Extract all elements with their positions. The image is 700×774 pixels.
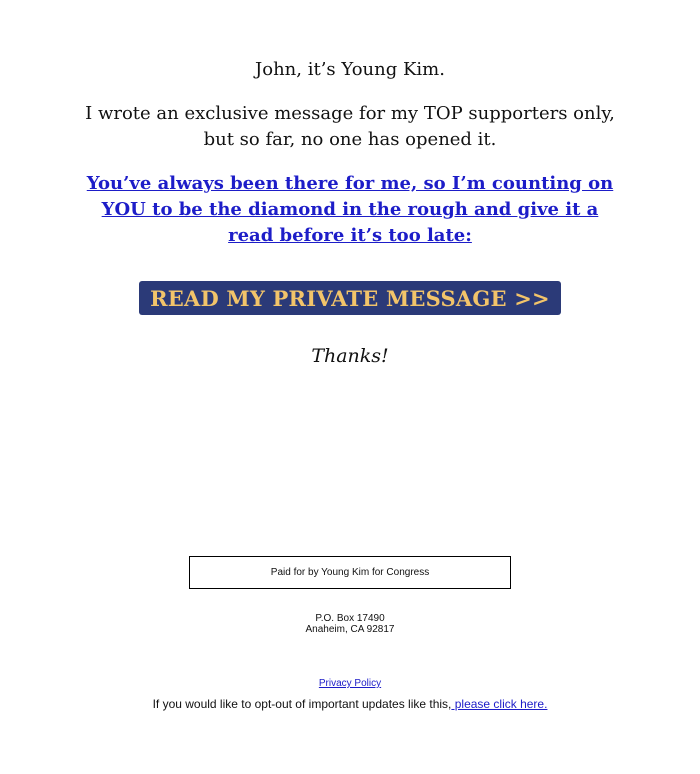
paid-for-disclaimer: Paid for by Young Kim for Congress: [189, 556, 511, 589]
read-private-message-button-label: READ MY PRIVATE MESSAGE >>: [150, 285, 550, 311]
mailing-address: [0, 613, 700, 635]
address-line-1: P.O. Box 17490: [315, 613, 385, 624]
opt-out-link[interactable]: please click here.: [451, 697, 548, 711]
greeting-text: John, it’s Young Kim.: [255, 59, 445, 80]
privacy-row: [0, 678, 700, 689]
opt-out-text: If you would like to opt-out of important updates like this,: [152, 697, 452, 711]
opt-out-row: [0, 697, 700, 711]
signoff-text: Thanks!: [311, 345, 389, 367]
privacy-policy-link[interactable]: Privacy Policy: [318, 678, 382, 689]
cta-text-link[interactable]: You’ve always been there for me, so I’m counting on YOU to be the diamond in the rough and give it a read before it’s too late:: [86, 173, 614, 246]
intro-paragraph: I wrote an exclusive message for my TOP supporters only, but so far, no one has opened it.: [85, 103, 615, 150]
read-private-message-button[interactable]: [139, 281, 561, 315]
address-line-2: Anaheim, CA 92817: [305, 624, 395, 635]
